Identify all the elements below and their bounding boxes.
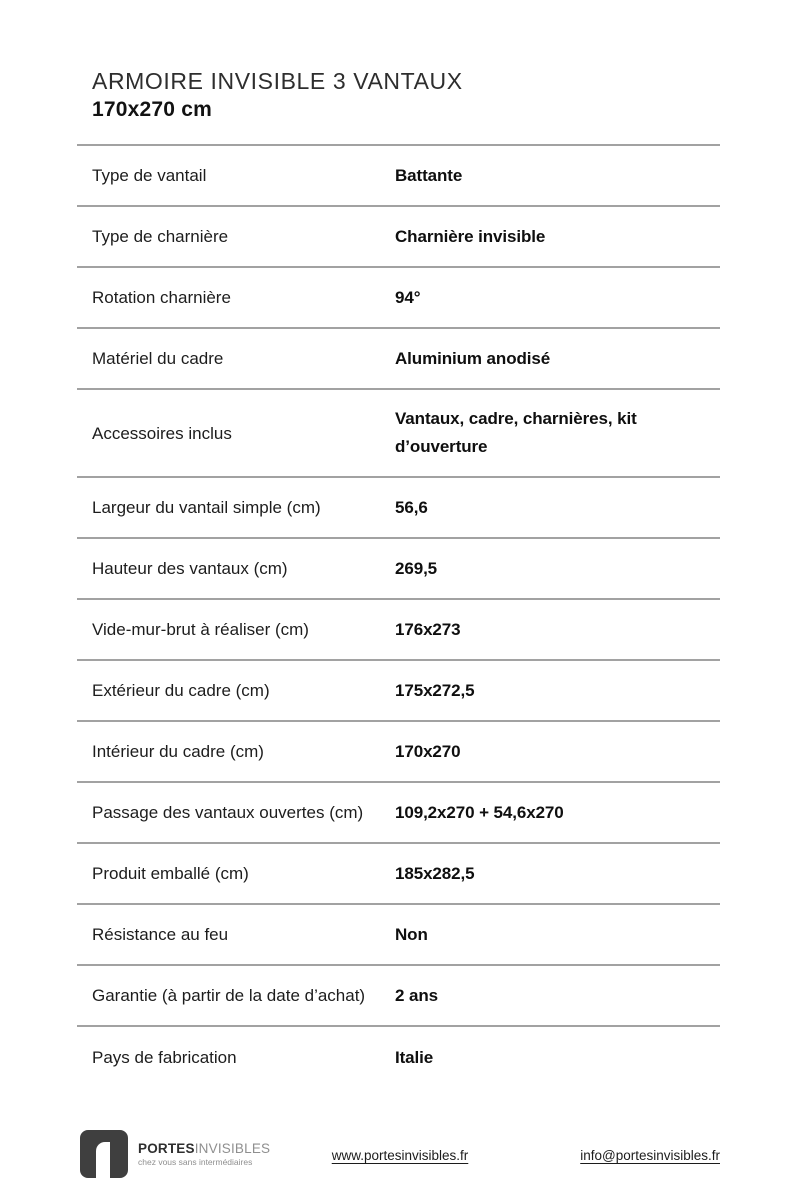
spec-label: Pays de fabrication: [92, 1048, 237, 1067]
spec-label: Accessoires inclus: [92, 423, 232, 443]
spec-label: Hauteur des vantaux (cm): [92, 559, 288, 578]
door-cutout-shape: [96, 1142, 110, 1178]
spec-value: Aluminium anodisé: [395, 348, 551, 368]
spec-label: Type de charnière: [92, 227, 229, 246]
footer: [80, 1130, 720, 1182]
brand-name-light: INVISIBLES: [194, 1140, 271, 1156]
spec-row: [77, 146, 720, 207]
spec-value: 94°: [395, 287, 421, 307]
spec-row: [77, 207, 720, 268]
spec-label: Intérieur du cadre (cm): [92, 742, 264, 761]
spec-value: 170x270: [395, 741, 461, 761]
spec-value: Battante: [395, 165, 463, 185]
spec-row: [77, 783, 720, 844]
website-link[interactable]: www.portesinvisibles.fr: [331, 1148, 469, 1163]
spec-label: Garantie (à partir de la date d’achat): [92, 986, 366, 1005]
spec-row: [77, 600, 720, 661]
spec-label: Type de vantail: [92, 166, 207, 185]
spec-row: [77, 390, 720, 478]
brand-text: [138, 1141, 270, 1168]
spec-value: 176x273: [395, 619, 461, 639]
email-link[interactable]: info@portesinvisibles.fr: [580, 1148, 720, 1163]
spec-row: [77, 905, 720, 966]
spec-value: Charnière invisible: [395, 226, 546, 246]
spec-row: [77, 844, 720, 905]
spec-value: 56,6: [395, 497, 428, 517]
header: [77, 0, 720, 144]
spec-label: Matériel du cadre: [92, 349, 224, 368]
spec-value: Vantaux, cadre, charnières, kit d’ouverture: [395, 409, 637, 456]
page-title: ARMOIRE INVISIBLE 3 VANTAUX: [92, 68, 463, 94]
spec-value: Italie: [395, 1047, 434, 1067]
brand-logo: [80, 1130, 270, 1178]
spec-row: [77, 722, 720, 783]
spec-row: [77, 539, 720, 600]
spec-label: Résistance au feu: [92, 925, 229, 944]
spec-row: [77, 1027, 720, 1088]
spec-label: Extérieur du cadre (cm): [92, 681, 270, 700]
spec-value: Non: [395, 924, 428, 944]
content-area: [77, 0, 720, 1088]
spec-label: Rotation charnière: [92, 288, 231, 307]
spec-value: 175x272,5: [395, 680, 475, 700]
spec-row: [77, 478, 720, 539]
spec-value: 269,5: [395, 558, 438, 578]
spec-row: [77, 329, 720, 390]
spec-label: Largeur du vantail simple (cm): [92, 498, 321, 517]
brand-name: [138, 1141, 270, 1157]
spec-value: 185x282,5: [395, 863, 475, 883]
spec-label: Passage des vantaux ouvertes (cm): [92, 803, 364, 822]
spec-row: [77, 966, 720, 1027]
brand-tagline: chez vous sans intermédiaires: [138, 1156, 253, 1167]
spec-label: Produit emballé (cm): [92, 864, 249, 883]
spec-label: Vide-mur-brut à réaliser (cm): [92, 620, 309, 639]
page-subtitle: 170x270 cm: [92, 98, 212, 121]
spec-value: 109,2x270 + 54,6x270: [395, 802, 564, 822]
spec-table: [77, 144, 720, 1088]
spec-row: [77, 268, 720, 329]
door-icon: [80, 1130, 128, 1178]
brand-name-bold: PORTES: [138, 1140, 195, 1156]
spec-row: [77, 661, 720, 722]
spec-value: 2 ans: [395, 985, 438, 1005]
